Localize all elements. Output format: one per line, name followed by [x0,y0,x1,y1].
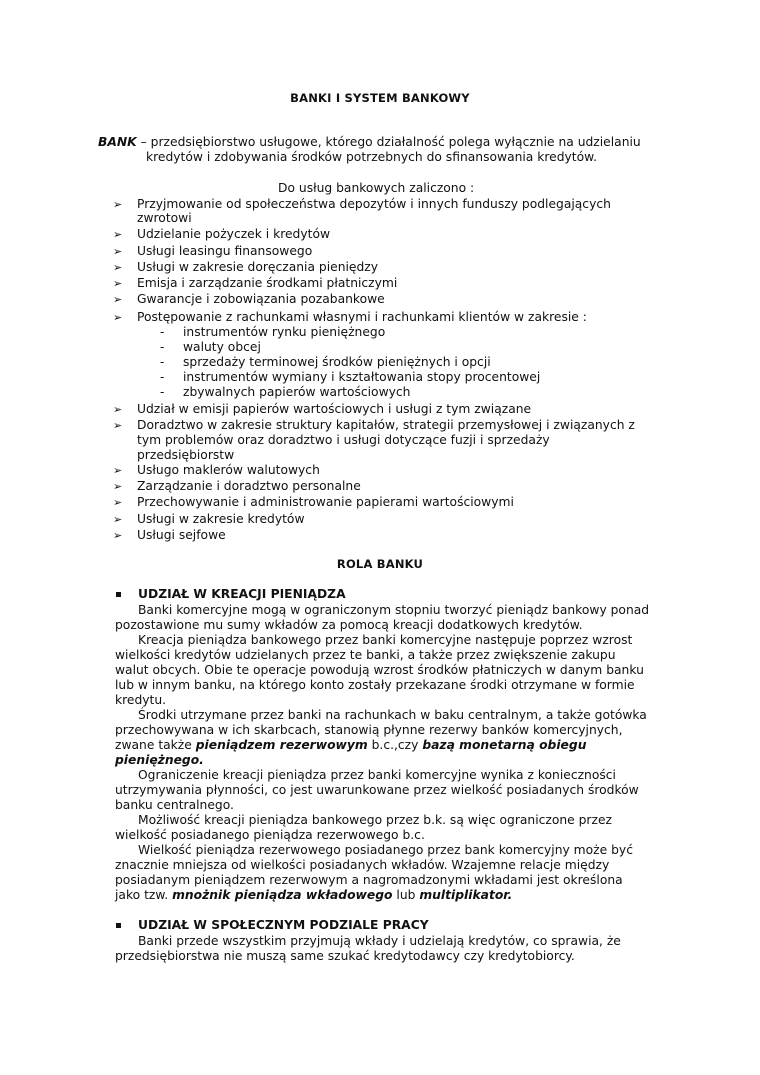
paragraph-line: kredytu. [115,693,167,707]
sub-list-item: instrumentów rynku pieniężnego [183,325,386,339]
arrow-bullet-icon: ➢ [113,228,123,241]
list-item: Zarządzanie i doradztwo personalne [137,479,361,493]
section1-heading: UDZIAŁ W KREACJI PIENIĄDZA [138,587,346,601]
paragraph-line: utrzymywania płynności, co jest uwarunkowane przez wielkość posiadanych środków [115,783,639,797]
paragraph-line: pieniężnego. [115,753,204,767]
arrow-bullet-icon: ➢ [113,403,123,416]
term-monetary-base: bazą monetarną obiegu [422,738,587,752]
paragraph-line: walut obcych. Obie te operacje powodują wzrost środków płatniczych w danym banku [115,663,644,677]
list-item: Postępowanie z rachunkami własnymi i rachunkami klientów w zakresie : [137,310,587,324]
paragraph-line: Środki utrzymane przez banki na rachunkach w baku centralnym, a także gotówka [138,708,647,722]
paragraph-line: lub w innym banku, na którego konto zostały przekazane środki otrzymane w formie [115,678,635,692]
arrow-bullet-icon: ➢ [113,480,123,493]
term-multiplier: multiplikator. [419,888,513,902]
paragraph-line: Ograniczenie kreacji pieniądza przez banki komercyjne wynika z konieczności [138,768,616,782]
services-intro: Do usług bankowych zaliczono : [278,181,475,195]
paragraph-line: Banki komercyjne mogą w ograniczonym stopniu tworzyć pieniądz bankowy ponad [138,603,650,617]
dash-bullet-icon: - [160,370,165,384]
arrow-bullet-icon: ➢ [113,261,123,274]
paragraph-line: posiadanym pieniądzem rezerwowym a nagromadzonymi wkładami jest określona [115,873,623,887]
paragraph-line: Banki przede wszystkim przyjmują wkłady i udzielają kredytów, co sprawia, że [138,934,621,948]
sub-list-item: zbywalnych papierów wartościowych [183,385,411,399]
list-item: Emisja i zarządzanie środkami płatniczymi [137,276,398,290]
list-item: Doradztwo w zakresie struktury kapitałów, strategii przemysłowej i związanych z [137,418,635,432]
list-item: Gwarancje i zobowiązania pozabankowe [137,292,385,306]
list-item-continuation: zwrotowi [137,211,192,225]
arrow-bullet-icon: ➢ [113,464,123,477]
term-reserve-money: pieniądzem rezerwowym [195,738,368,752]
list-item: Przechowywanie i administrowanie papierami wartościowymi [137,495,514,509]
arrow-bullet-icon: ➢ [113,496,123,509]
list-item: Usługi leasingu finansowego [137,244,313,258]
arrow-bullet-icon: ➢ [113,513,123,526]
definition-line-2: kredytów i zdobywania środków potrzebnych do sfinansowania kredytów. [146,150,597,164]
arrow-bullet-icon: ➢ [113,277,123,290]
paragraph-line: Możliwość kreacji pieniądza bankowego przez b.k. są więc ograniczone przez [138,813,612,827]
paragraph-line: Wielkość pieniądza rezerwowego posiadanego przez bank komercyjny może być [138,843,633,857]
page-title: BANKI I SYSTEM BANKOWY [290,91,470,105]
list-item: Udział w emisji papierów wartościowych i usługi z tym związane [137,402,532,416]
dash-bullet-icon: - [160,385,165,399]
sub-list-item: instrumentów wymiany i kształtowania stopy procentowej [183,370,541,384]
square-bullet-icon [116,923,121,928]
dash-bullet-icon: - [160,340,165,354]
sub-list-item: waluty obcej [183,340,261,354]
term-deposit-multiplier: mnożnik pieniądza wkładowego [172,888,393,902]
arrow-bullet-icon: ➢ [113,311,123,324]
list-item-continuation: przedsiębiorstw [137,448,235,462]
arrow-bullet-icon: ➢ [113,293,123,306]
sub-list-item: sprzedaży terminowej środków pieniężnych i opcji [183,355,491,369]
paragraph-line: znacznie mniejsza od wielkości posiadanych wkładów. Wzajemne relacje między [115,858,610,872]
paragraph-line: wielkości kredytów udzielanych przez te banki, a także przez zwiększenie zakupu [115,648,616,662]
paragraph-line: wielkość posiadanego pieniądza rezerwowego b.c. [115,828,425,842]
paragraph-line: przechowywana w ich skarbcach, stanowią płynne rezerwy banków komercyjnych, [115,723,623,737]
arrow-bullet-icon: ➢ [113,245,123,258]
definition-term: BANK [98,135,137,149]
dash-bullet-icon: - [160,325,165,339]
arrow-bullet-icon: ➢ [113,419,123,432]
arrow-bullet-icon: ➢ [113,198,123,211]
list-item: Udzielanie pożyczek i kredytów [137,227,331,241]
definition-line-1: BANK – przedsiębiorstwo usługowe, którego działalność polega wyłącznie na udzielaniu [98,135,641,149]
list-item: Przyjmowanie od społeczeństwa depozytów i innych funduszy podlegających [137,197,611,211]
list-item: Usługi w zakresie doręczania pieniędzy [137,260,379,274]
paragraph-line: pozostawione mu sumy wkładów za pomocą kreacji dodatkowych kredytów. [115,618,583,632]
paragraph-line: zwane także pieniądzem rezerwowym b.c.,czy bazą monetarną obiegu [115,738,587,752]
list-item-continuation: tym problemów oraz doradztwo i usługi dotyczące fuzji i sprzedaży [137,433,550,447]
paragraph-line: przedsiębiorstwa nie muszą same szukać kredytodawcy czy kredytobiorcy. [115,949,575,963]
list-item: Usługo maklerów walutowych [137,463,320,477]
paragraph-line: jako tzw. mnożnik pieniądza wkładowego lub multiplikator. [115,888,513,902]
list-item: Usługi w zakresie kredytów [137,512,305,526]
paragraph-line: Kreacja pieniądza bankowego przez banki komercyjne następuje poprzez wzrost [138,633,633,647]
section-heading-role: ROLA BANKU [336,557,424,571]
square-bullet-icon [116,592,121,597]
paragraph-line: banku centralnego. [115,798,234,812]
list-item: Usługi sejfowe [137,528,226,542]
dash-bullet-icon: - [160,355,165,369]
section2-heading: UDZIAŁ W SPOŁECZNYM PODZIALE PRACY [138,918,429,932]
arrow-bullet-icon: ➢ [113,529,123,542]
